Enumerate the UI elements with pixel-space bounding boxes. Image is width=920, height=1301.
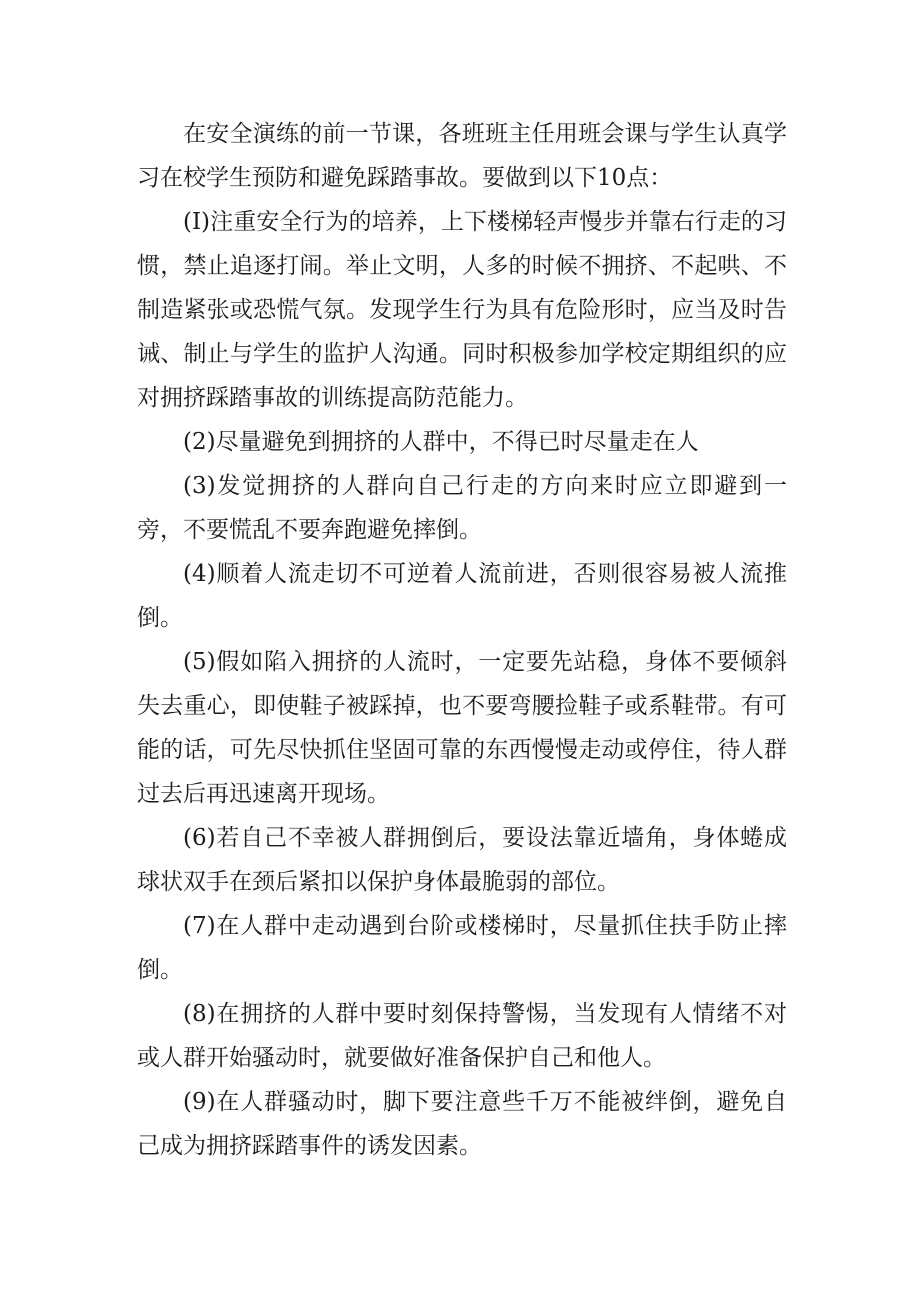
paragraph-item-3: (3)发觉拥挤的人群向自己行走的方向来时应立即避到一旁，不要慌乱不要奔跑避免摔倒。 [137, 473, 787, 543]
document-body [137, 112, 787, 1168]
paragraph-item-5: (5)假如陷入拥挤的人流时，一定要先站稳，身体不要倾斜失去重心，即使鞋子被踩掉，也不要弯腰捡鞋子或系鞋带。有可能的话，可先尽快抓住坚固可靠的东西慢慢走动或停住，待人群过去后再迅速离开现场。 [137, 649, 787, 807]
paragraph-item-6: (6)若自己不幸被人群拥倒后，要设法靠近墙角，身体蜷成球状双手在颈后紧扣以保护身体最脆弱的部位。 [137, 825, 787, 895]
paragraph-item-9: (9)在人群骚动时，脚下要注意些千万不能被绊倒，避免自己成为拥挤踩踏事件的诱发因素。 [137, 1089, 787, 1159]
paragraph-intro: 在安全演练的前一节课，各班班主任用班会课与学生认真学习在校学生预防和避免踩踏事故。要做到以下10点： [137, 121, 787, 191]
paragraph-item-4: (4)顺着人流走切不可逆着人流前进，否则很容易被人流推倒。 [137, 561, 787, 631]
paragraph-item-2: (2)尽量避免到拥挤的人群中，不得已时尽量走在人 [183, 429, 699, 455]
paragraph-item-1: (I)注重安全行为的培养，上下楼梯轻声慢步并靠右行走的习惯，禁止追逐打闹。举止文明，人多的时候不拥挤、不起哄、不制造紧张或恐慌气氛。发现学生行为具有危险形时，应当及时告诫、制止与学生的监护人沟通。同时积极参加学校定期组织的应对拥挤踩踏事故的训练提高防范能力。 [137, 209, 787, 411]
paragraph-item-7: (7)在人群中走动遇到台阶或楼梯时，尽量抓住扶手防止摔倒。 [137, 913, 787, 983]
paragraph-item-8: (8)在拥挤的人群中要时刻保持警惕，当发现有人情绪不对或人群开始骚动时，就要做好准备保护自己和他人。 [137, 1001, 787, 1071]
